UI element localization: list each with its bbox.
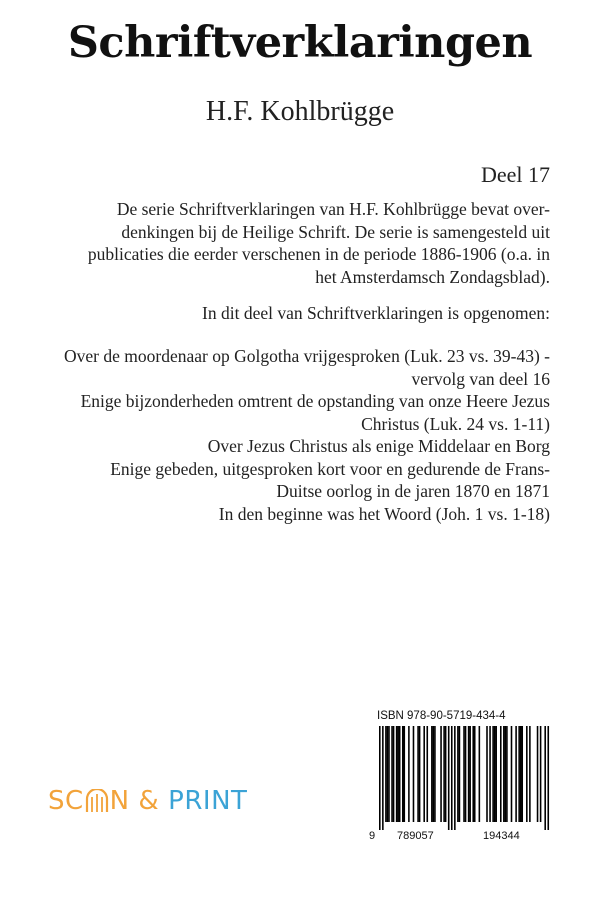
barcode-bar [500, 726, 502, 822]
barcode-bar [431, 726, 433, 822]
barcode-bar [505, 726, 507, 822]
barcode-bar [443, 726, 445, 822]
barcode-bar [391, 726, 393, 822]
barcode-bar [448, 726, 450, 830]
barcode-bar [469, 726, 471, 822]
barcode-bar [472, 726, 474, 822]
barcode-bar [526, 726, 528, 822]
barcode-digit-first: 9 [369, 830, 376, 842]
barcode-digits-left: 789057 [397, 830, 434, 842]
barcode-bar [503, 726, 505, 822]
barcode-bar [521, 726, 523, 822]
intro-line: De serie Schriftverklaringen van H.F. Kohlbrügge bevat over- [116, 199, 550, 219]
barcode-bar [540, 726, 542, 822]
barcode-bar [451, 726, 453, 830]
intro-line: publicaties die eerder verschenen in de periode 1886-1906 (o.a. in [87, 244, 550, 264]
book-arch-icon [85, 789, 109, 813]
isbn-barcode [369, 710, 551, 842]
barcode-bar [459, 726, 461, 822]
book-title: Schriftverklaringen [67, 18, 533, 68]
intro-line: het Amsterdamsch Zondagsblad). [315, 266, 550, 287]
barcode-bar [440, 726, 442, 822]
contents-heading: In dit deel van Schriftverklaringen is opgenomen: [202, 303, 550, 323]
barcode-bar [529, 726, 531, 822]
barcode-bar [495, 726, 497, 822]
book-author: H.F. Kohlbrügge [205, 96, 395, 127]
barcode-bar [454, 726, 456, 830]
contents-line: Christus (Luk. 24 vs. 1-11) [361, 413, 550, 434]
barcode-bar [399, 726, 401, 822]
contents-line: Duitse oorlog in de jaren 1870 en 1871 [276, 481, 550, 501]
contents-line: Enige bijzonderheden omtrent de opstanding van onze Heere Jezus [80, 391, 550, 411]
barcode-bar [387, 726, 389, 822]
barcode-bar [506, 726, 508, 822]
barcode-bar [465, 726, 467, 822]
barcode-bar [404, 726, 406, 822]
intro-line: denkingen bij de Heilige Schrift. De serie is samengesteld uit [121, 221, 550, 242]
barcode-bar [379, 726, 381, 830]
barcode-bar [511, 726, 513, 822]
volume-label: Deel 17 [480, 162, 550, 187]
contents-list [30, 345, 550, 525]
isbn-label: ISBN 978-90-5719-434-4 [377, 710, 506, 722]
barcode-bar [468, 726, 470, 822]
barcode-bar [388, 726, 390, 822]
barcode-bar [479, 726, 481, 822]
barcode-bar [397, 726, 399, 822]
barcode-bar [382, 726, 384, 830]
publisher-logo [48, 786, 247, 816]
barcode-bar [489, 726, 491, 822]
contents-line: Enige gebeden, uitgesproken kort voor en gedurende de Frans- [110, 458, 550, 479]
logo-text-print: PRINT [168, 786, 248, 816]
contents-line: Over de moordenaar op Golgotha vrijgesproken (Luk. 23 vs. 39-43) - [64, 346, 550, 366]
barcode-bar [434, 726, 436, 822]
barcode-bar [544, 726, 546, 830]
barcode-bar [494, 726, 496, 822]
barcode-bar [393, 726, 395, 822]
barcode-bar [486, 726, 488, 822]
barcode-bar [547, 726, 549, 830]
logo-text-scan-a: SC [48, 786, 84, 816]
contents-line: vervolg van deel 16 [411, 368, 550, 389]
barcode-bar [520, 726, 522, 822]
barcode-bar [396, 726, 398, 822]
barcode-bar [426, 726, 428, 822]
barcode-bar [419, 726, 421, 822]
barcode-bar [385, 726, 387, 822]
barcode-bar [457, 726, 459, 822]
barcode-bar [537, 726, 539, 822]
barcode-bar [518, 726, 520, 822]
barcode-bar [417, 726, 419, 822]
barcode-bar [402, 726, 404, 822]
contents-line: In den beginne was het Woord (Joh. 1 vs. 1-18) [218, 503, 550, 524]
series-description [80, 198, 550, 288]
barcode-bar [492, 726, 494, 822]
barcode-bar [463, 726, 465, 822]
barcode-bar [445, 726, 447, 822]
barcode-bar [413, 726, 415, 822]
barcode-bar [433, 726, 435, 822]
barcode-bar [515, 726, 517, 822]
contents-line: Over Jezus Christus als enige Middelaar en Borg [207, 436, 550, 456]
barcode-bar [423, 726, 425, 822]
barcode-bars [371, 726, 551, 830]
logo-text-scan-b: N & [109, 786, 160, 816]
barcode-bar [408, 726, 410, 822]
barcode-digits-right: 194344 [483, 830, 520, 842]
barcode-bar [474, 726, 476, 822]
